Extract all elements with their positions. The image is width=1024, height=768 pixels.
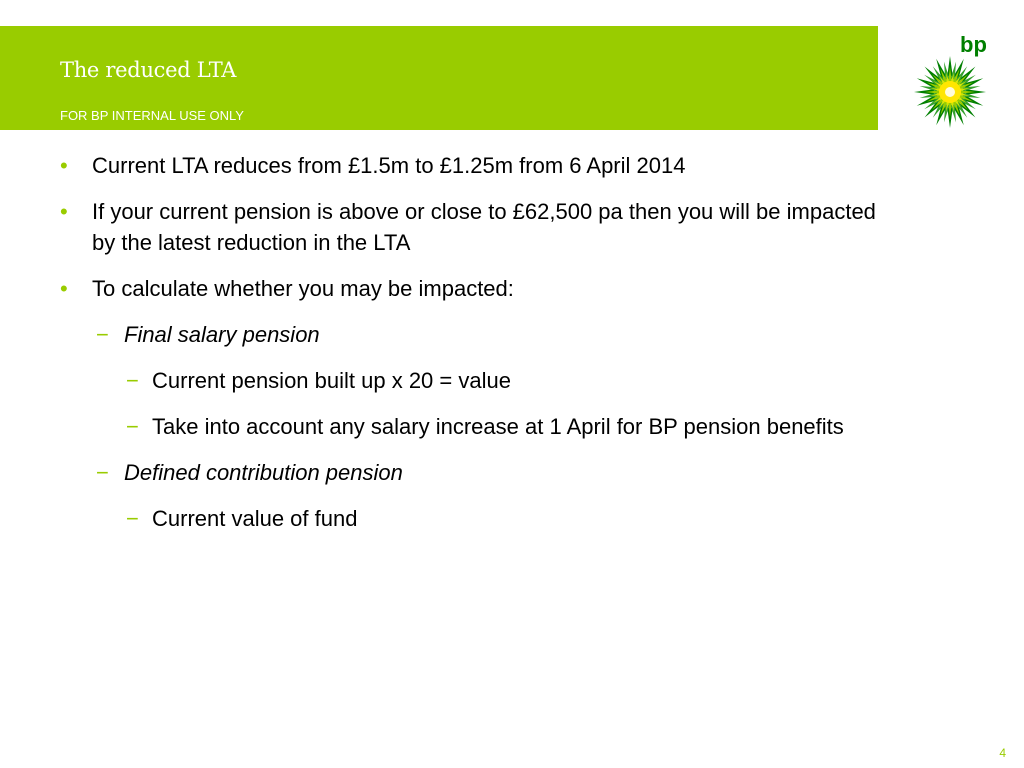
dash-marker-icon: − — [96, 460, 109, 485]
bullet-text: Current LTA reduces from £1.5m to £1.25m from 6 April 2014 — [92, 153, 686, 178]
dash-marker-icon: − — [96, 322, 109, 347]
bullet-item-level-3 — [60, 411, 880, 442]
dash-marker-icon: − — [126, 506, 139, 531]
bullet-text: To calculate whether you may be impacted: — [92, 276, 514, 301]
bullet-item-level-1 — [60, 150, 880, 181]
bullet-text: Defined contribution pension — [124, 460, 403, 485]
bp-wordmark: bp — [960, 32, 987, 57]
bullet-item-level-1 — [60, 196, 880, 258]
bullet-item-level-3 — [60, 503, 880, 534]
bullet-text: Final salary pension — [124, 322, 320, 347]
classification-label: FOR BP INTERNAL USE ONLY — [60, 108, 244, 123]
bullet-text: If your current pension is above or close to £62,500 pa then you will be impacted by the latest reduction in the LTA — [92, 199, 876, 255]
bullet-text: Current value of fund — [152, 506, 358, 531]
logo-center-highlight — [945, 87, 955, 97]
bullet-item-level-3 — [60, 365, 880, 396]
bullet-item-level-1 — [60, 273, 880, 304]
bullet-item-level-2 — [60, 319, 880, 350]
dash-marker-icon: − — [126, 368, 139, 393]
page-number: 4 — [999, 746, 1006, 760]
slide-title: The reduced LTA — [60, 58, 237, 82]
bullet-dot-icon: • — [60, 199, 68, 224]
bullet-text: Current pension built up x 20 = value — [152, 368, 511, 393]
dash-marker-icon: − — [126, 414, 139, 439]
bp-helios-logo-icon — [908, 30, 994, 134]
bp-logo — [908, 30, 994, 134]
bullet-item-level-2 — [60, 457, 880, 488]
bullet-dot-icon: • — [60, 276, 68, 301]
bullet-dot-icon: • — [60, 153, 68, 178]
bullet-text: Take into account any salary increase at 1 April for BP pension benefits — [152, 414, 844, 439]
bullet-list — [60, 150, 880, 549]
